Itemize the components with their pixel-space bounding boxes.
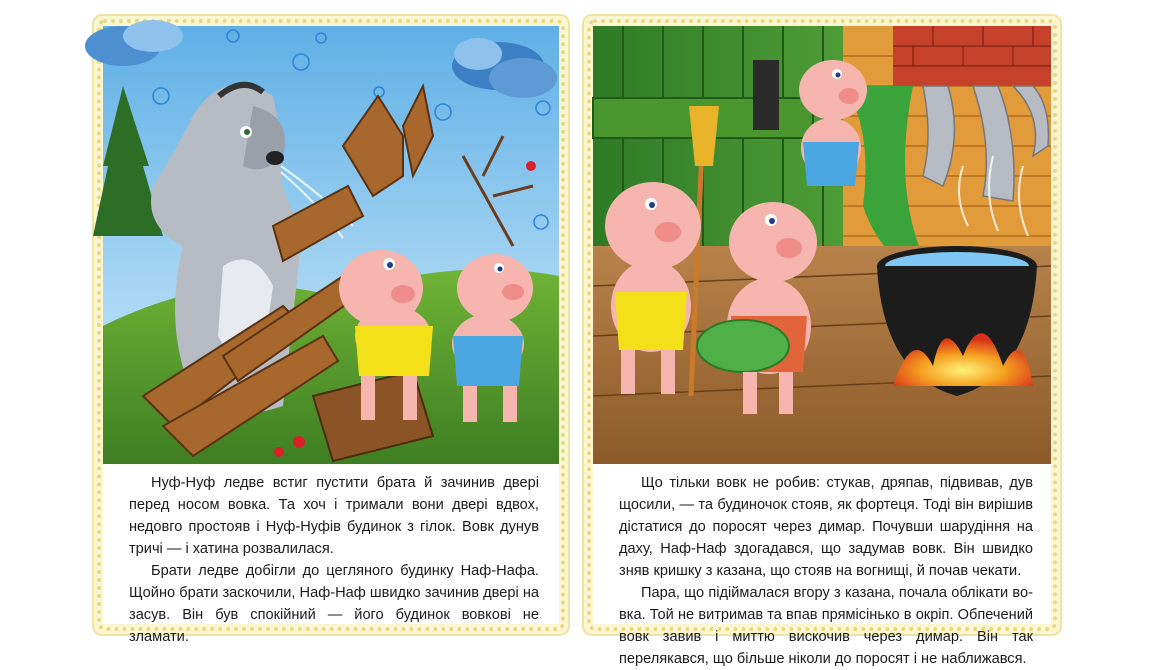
paragraph: Що тільки вовк не робив: стукав, дряпав, підвивав, дув щосили, — та будиночок стояв, як фортеця. Тоді він вирішив дістатися до поросят через димар. Почувши шарудіння на даху, Наф-Наф здогадався, що задумав вовк. Він швидко зняв кришку з казана, що стояв на вогнищі, й почав чекати.: [619, 475, 1033, 579]
right-page-content: [593, 26, 1051, 667]
paragraph: Пара, що підіймалася вгору з казана, почала облікати вовка. Той не витримав та впав прямісінько в окріп. Обпечений вовк завив і миттю вискочив через димар. Він так перелякався, що більше ніколи до поросят і не наближався.: [619, 585, 1033, 667]
paragraph: Нуф-Нуф ледве встиг пустити брата й зачинив двері перед носом вовка. Та хоч і тримали вони двері вдвох, недовго простояв і Нуф-Нуфів будинок з гілок. Вовк дунув тричі — і хатина розвалилася.: [129, 475, 539, 557]
illustration-pigs-and-pot: [593, 26, 1051, 464]
illustration-wolf-blows-stick-house: [103, 26, 559, 464]
paragraph: Брати ледве добігли до цегляного будинку Наф-Нафа. Щойно брати заскочили, Наф-Наф швидко зачинив двері на засув. Він був спокійний — його будинок вовкові не зламати.: [129, 563, 539, 645]
left-page-content: [103, 26, 559, 645]
right-page-text: [593, 472, 1051, 667]
left-page: [92, 14, 570, 645]
left-page-text: [103, 472, 559, 645]
right-page: [582, 14, 1062, 667]
